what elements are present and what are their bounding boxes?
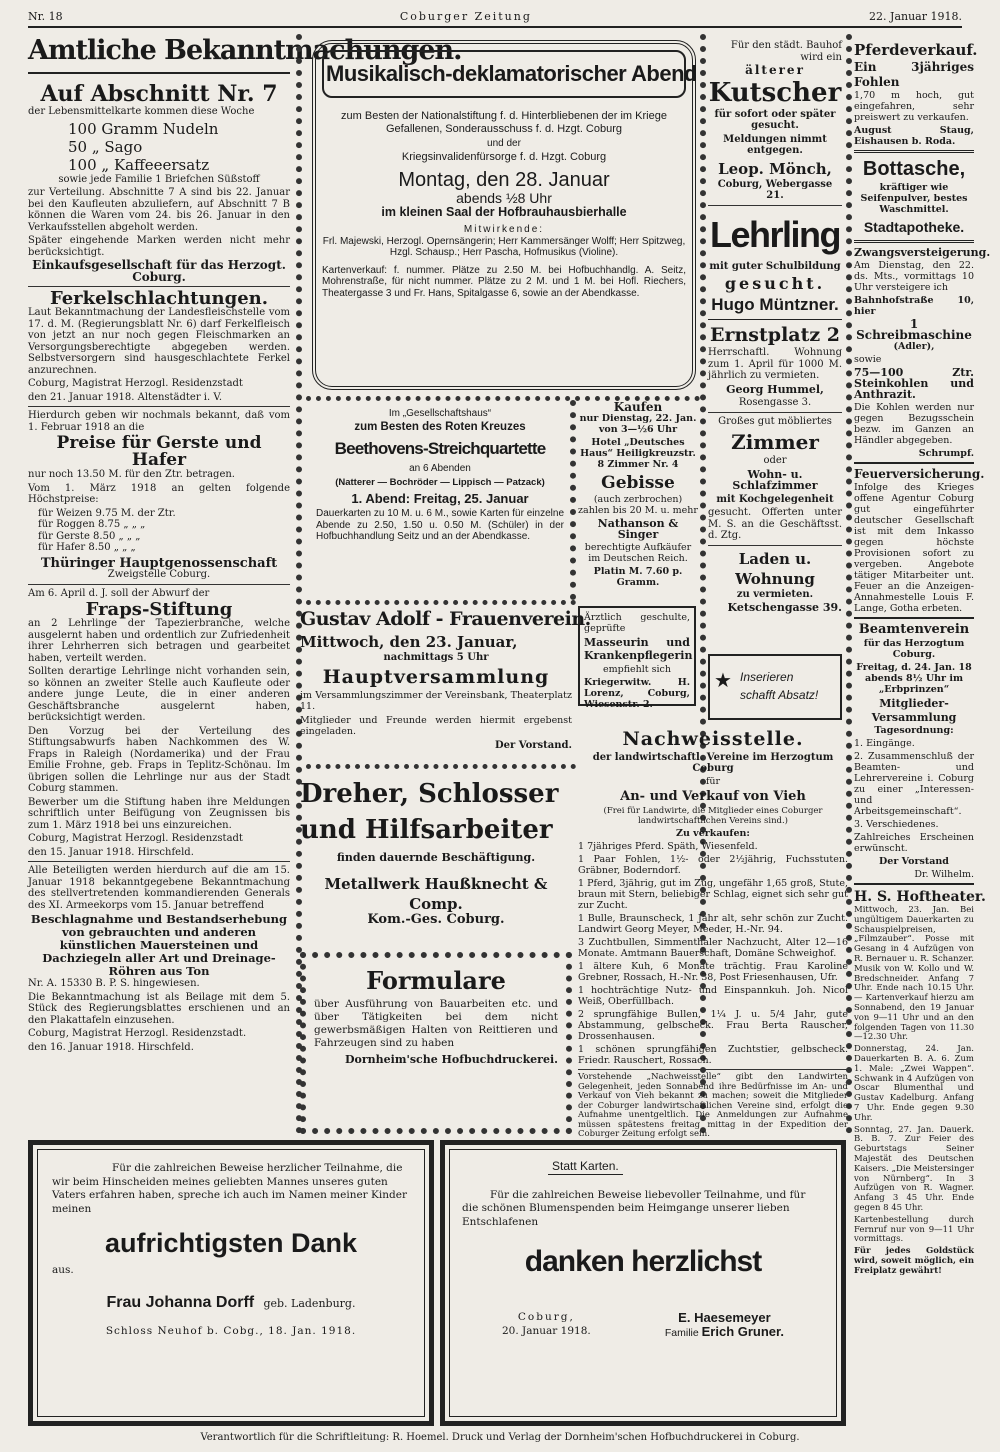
beethoven-tickets: Dauerkarten zu 10 M. u. 6 M., sowie Karten für einzelne Abende zu 2.50, 1.50 u. 0.50 M. (Schüler) in der Hofbuchhandlung Seitz und an der Abendkasse. [316,508,564,542]
notice-food-line: sowie jede Familie 1 Briefchen Süßstoff [58,173,260,185]
livestock-line2: für [705,776,721,787]
apprentice-line2: mit guter Schulbildung [709,260,841,272]
coachman-line4: für sofort oder später gesucht. [714,108,836,131]
nurse-line3: empfiehlt sich [602,664,672,675]
dorff-line3: aus. [52,1264,74,1276]
livestock-item: 1 Bulle, Braunscheck, 1 Jahr alt, sehr schön zur Zucht. Landwirt Georg Meyer, Meeder, H.-Nr. 94. [578,913,848,935]
auction-line3: Bahnhofstraße 10, hier [854,295,974,317]
notice-fraps-text2: Sollten derartige Lehrlinge nicht vorhanden sein, so können an zweiter Stelle auch Kaufleute oder andere junge Leute, die in einer anderen Geschäftsbranche ausgelernt haben, berücksichtigt werden. [28,666,290,723]
notice-grain-prices [28,508,290,554]
notice-fraps-text4: Bewerber um die Stiftung haben ihre Meldungen schriftlich unter Beifügung von Zeugnissen bis zum 1. März 1918 bei uns einzureichen. [28,796,290,831]
livestock-list [578,841,848,1066]
notice-fraps-sign2: den 15. Januar 1918. Hirschfeld. [28,846,194,858]
apartment-text: Herrschaftl. Wohnung zum 1. April für 1000 M. jährlich zu vermieten. [708,347,842,381]
civil-servants-sign: Der Vorstand [879,856,949,867]
buy-line4: Nathanson & Singer [597,517,679,541]
concert-ad [312,40,696,390]
theatre-text2: Donnerstag, 24. Jan. Dauerkarten B. A. 6. Zum 1. Male: „Zwei Wappen“. Schwank in 4 Aufzügen von Oscar Blumenthal und Gustav Kadelburg. Anfang 7 Uhr. Ende gegen 9.30 Uhr. [854,1044,974,1123]
civil-servants-line2: für das Herzogtum Coburg. [863,638,965,660]
apprentice-heading: Lehrling [710,213,840,255]
potash-ad [854,156,974,237]
livestock-line5: Zu verkaufen: [676,828,750,839]
page-header [28,10,962,28]
notice-fraps-text: an 2 Lehrlinge der Tapezierbranche, welche ausgelernt haben und ordentlich zur Zufriedenheit ihrer Lehrherren sich betragen und gearbeitet haben, verteilt werden. [28,618,290,664]
auction-heading: Zwangsversteigerung. [854,246,991,259]
thanks-notice-haesemeyer [440,1140,846,1426]
auction-line5: (Adler), [893,341,935,352]
apartment-name: Georg Hummel, [726,382,824,396]
classifieds-column [708,40,842,720]
food-row: 100 „ Kaffeeersatz [68,155,210,174]
room-wanted-ad [708,416,842,542]
haesemeyer-place: Coburg, [517,1311,575,1323]
concert-date: Montag, den 28. Januar [398,169,610,191]
beethoven-title: Beethovens-Streichquartette [334,439,546,458]
notice-bricks-sign1: Coburg, Magistrat Herzogl. Residenzstadt. [28,1028,247,1039]
beethoven-line2: zum Besten des Roten Kreuzes [354,420,526,433]
shop-heading: Laden u. Wohnung [735,549,815,588]
dorff-place: Schloss Neuhof b. Cobg., 18. Jan. 1918. [105,1325,357,1337]
haesemeyer-date: 20. Januar 1918. [502,1324,591,1337]
workers-wanted-ad [300,776,572,946]
agenda-item: 2. Zusammenschluß der Beamten- und Lehrervereine i. Coburg zu einer „Interessen- und Arbeitsgemeinschaft“. [854,751,974,817]
issue-number: Nr. 18 [28,10,63,23]
notice-bricks-sign2: den 16. Januar 1918. Hirschfeld. [28,1041,194,1053]
forms-text: über Ausführung von Bauarbeiten etc. und über Tätigkeiten bei dem nicht gewerbsmäßigen Halten von Reittieren und Fahrzeugen sind zu haben [314,998,558,1049]
dorff-line1: Für die zahlreichen Beweise herzlicher Teilnahme, die wir beim Hinscheiden meines geliebten Mannes unseres guten Vaters erfahren haben, spreche ich auch im Namen meiner Kinder meinen [52,1162,407,1215]
room-line5: mit Kochgelegenheit [716,493,834,505]
theatre-text5: Für jedes Goldstück wird, soweit möglich, ein Freiplatz gewährt! [854,1246,974,1276]
buy-teeth-ad [578,402,698,598]
concert-title: Musikalisch-deklamatorischer Abend [322,50,686,98]
food-row: 100 Gramm Nudeln [68,119,219,138]
livestock-line4: (Frei für Landwirte, die Mitglieder eines Coburger landwirtschaftlichen Vereins sind.) [603,806,823,826]
agenda-item: 3. Verschiedenes. [854,819,939,830]
concert-performers-label: Mitwirkende: [463,224,545,235]
livestock-line1: der landwirtschaftl. Vereine im Herzogtum Coburg [592,752,834,774]
apartment-heading: Ernstplatz 2 [710,324,840,346]
workers-line2: und Hilfsarbeiter [300,815,553,845]
buy-line1: nur Dienstag, 22. Jan. von 3—½6 Uhr [579,413,697,435]
dorff-name: Frau Johanna Dorff [106,1293,255,1311]
auction-line4: 1 Schreibmaschine [856,317,972,342]
insurance-text: Infolge des Krieges offene Agentur Coburg gut eingeführter deutscher Gesellschaft ist mit dem Inkasso gegen höchste Provisionen sofort zu vergeben. Angebote tätiger Mitarbeiter unt. Feuer an die Anzeigen-Annahmestelle Louis F. Lange, Gotha erbeten. [854,482,974,614]
civil-servants-sign2: Dr. Wilhelm. [914,869,974,880]
notice-fraps-text3: Den Vorzug bei der Verteilung des Stiftungsabwurfs haben Nachkommen des W. Fraps in Raleigh (Nordamerika) und der Frau Emilie Frohne, geb. Fraps in Teplitz-Schönau. Im übrigen sollen die Lehrlinge nur aus der Stadt Coburg stammen. [28,725,290,794]
room-line1: Großes gut möbliertes [718,415,832,427]
concert-line2: und der [487,138,521,149]
beethoven-line1: Im „Gesellschaftshaus“ [388,408,492,419]
buy-heading2: Gebisse [601,473,675,493]
coachman-address: Coburg, Webergasse 21. [717,178,833,201]
advertise-box [708,654,842,720]
civil-servants-line3: Freitag, d. 24. Jan. 18 abends 8½ Uhr im „Erbprinzen“ [856,662,972,695]
buy-heading: Kaufen [613,400,663,414]
notice-grain-line2: Vom 1. März 1918 an gelten folgende Höchstpreise: [28,482,290,505]
haesemeyer-family-label: Familie [664,1326,699,1339]
notice-grain-line: nur noch 13.50 M. für den Ztr. betragen. [28,469,235,480]
room-line6: gesucht. Offerten unter M. S. an die Geschäftsst. d. Ztg. [708,507,842,541]
horse-sign: August Staug, Eishausen b. Roda. [854,125,974,147]
issue-date: 22. Januar 1918. [869,10,962,23]
livestock-item: 1 Pferd, 3jährig, gut im Zug, ungefähr 1,65 groß, Stute, braun mit Stern, beliebiger Schlag, eignet sich sehr gut zur Zucht. [578,878,848,911]
dorff-nee: geb. Ladenburg. [263,1296,356,1310]
coachman-line5: Meldungen nimmt entgegen. [723,133,827,156]
livestock-item: 1 hochträchtige Nutz- und Einspannkuh. Joh. Nicol Weiß, Oberfüllbach. [578,985,848,1007]
room-heading: Zimmer [731,430,819,454]
nurse-line4: Kriegerwitw. H. Lorenz, Coburg, Wiesenstr. 2. [584,677,690,710]
livestock-item: 1 schönen sprungfähigen Zuchtstier, gelbscheck. Friedr. Rauschert, Rossach. [578,1044,848,1066]
workers-sign1: Metallwerk Haußknecht & Comp. [324,874,548,913]
notice-bricks-text2: Nr. A. 15330 B. P. S. hingewiesen. [28,978,200,989]
auction-line7: 75—100 Ztr. Steinkohlen und Anthrazit. [854,366,974,401]
haesemeyer-family [665,1325,784,1341]
notice-grain-heading: Preise für Gerste und Hafer [56,433,262,470]
livestock-item: 2 sprungfähige Bullen, 1¼ J. u. 5/4 Jahr, gute Abstammung, gelbscheck. Frau Berta Rauscher, Drossenhausen. [578,1009,848,1042]
price-row: für Weizen 9.75 M. der Ztr. [38,507,176,519]
forms-sign: Dornheim'sche Hofbuchdruckerei. [344,1053,558,1066]
room-line4: Wohn- u. Schlafzimmer [732,467,818,492]
room-line3: oder [763,455,787,466]
womens-association-title: Gustav Adolf - Frauenverein. [300,608,591,630]
womens-association-line2: Mitglieder und Freunde werden hiermit ergebenst eingeladen. [300,714,572,737]
notice-piglet-sign2: den 21. Januar 1918. Altenstädter i. V. [28,391,223,403]
coachman-name: Leop. Mönch, [718,159,832,178]
official-notices-title: Amtliche Bekanntmachungen. [28,34,290,74]
civil-servants-agenda-label: Tagesordnung: [874,725,954,736]
womens-association-time: nachmittags 5 Uhr [383,652,489,663]
auction-sign: Schrumpf. [918,448,974,459]
theatre-ad [854,888,986,1276]
thanks-notice-dorff [28,1140,434,1426]
horse-line3: 1,70 m hoch, gut eingefahren, sehr preiswert zu verkaufen. [854,90,974,123]
dorff-signature [52,1293,410,1312]
theatre-text3: Sonntag, 27. Jan. Dauerk. B. B. 7. Zur Feier des Geburtstags Seiner Majestät des Deutschen Kaisers. „Die Meistersinger von Nürnberg“. In 3 Aufzügen von R. Wagner. Anfang 3 45 Uhr. Ende gegen 8 45 Uhr. [854,1124,974,1213]
notice-food-text: zur Verteilung. Abschnitte 7 A sind bis 22. Januar bei den Kaufleuten abzuliefern, auf Abschnitt 7 B können die Waren vom 24. bis 26. Januar in den Verkaufsstellen abgeholt werden. [28,187,290,233]
potash-line2: kräftiger wie Seifenpulver, bestes Waschmittel. [860,182,968,215]
concert-performers: Frl. Majewski, Herzogl. Opernsängerin; Herr Kammersänger Wolff; Herr Spitzweg, Hzgl. Schausp.; Herr Pascha, Hofmusikus (Violine). [322,235,686,258]
potash-sign: Stadtapotheke. [863,219,965,235]
buy-line3: (auch zerbrochen) zahlen bis 20 M. u. mehr [578,494,698,516]
workers-line1: Dreher, Schlosser [300,779,559,809]
nurse-line2: Masseurin und Krankenpflegerin [584,636,693,662]
livestock-exchange [578,726,848,1139]
nurse-line1: Ärztlich geschulte, geprüfte [584,612,690,634]
theatre-heading: H. S. Hoftheater. [854,889,986,905]
civil-servants-ad [854,622,974,880]
haesemeyer-family-name: Erich Gruner. [701,1323,784,1339]
horse-heading: Pferdeverkauf. [854,41,978,59]
womens-association-ad [300,606,591,756]
auction-line2: Am Dienstag, den 22. ds. Mts., vormittags 10 Uhr versteigere ich [854,260,974,293]
auction-ad [854,246,991,459]
beethoven-ad [312,404,568,594]
womens-association-line1: im Versammlungszimmer der Vereinsbank, Theaterplatz 11. [300,689,572,712]
notice-grain-sign1: Thüringer Hauptgenossenschaft [40,555,278,571]
coachman-heading: Kutscher [708,77,842,108]
dorff-heading: aufrichtigsten Dank [104,1228,358,1258]
livestock-line3: An- und Verkauf von Vieh [620,789,806,804]
notice-fraps-heading: Fraps-Stiftung [85,599,233,620]
notice-fraps-sign1: Coburg, Magistrat Herzogl. Residenzstadt [28,833,243,844]
workers-line3: finden dauernde Beschäftigung. [336,851,536,864]
food-row: 50 „ Sago [68,137,143,156]
concert-place: im kleinen Saal der Hofbrauhausbierhalle [381,204,627,219]
haesemeyer-name: E. Haesemeyer [678,1310,771,1325]
notice-piglet-sign1: Coburg, Magistrat Herzogl. Residenzstadt [28,378,243,389]
notice-food-rows [28,120,290,174]
price-row: für Roggen 8.75 „ „ „ [38,519,146,530]
livestock-note: Vorstehende „Nachweisstelle“ gibt den Landwirten Gelegenheit, jeden Sonnabend ihre Bedürfnisse im An- und Verkauf von Vieh bekannt zu machen; soweit die Mitglieder der Coburger landwirtschaftlichen Vereine sind, erfolgt die Aufnahme unentgeltlich. Die Anmeldungen zur Aufnahme müssen spätestens freitag mittag in der Expedition der Coburger Zeitung erfolgt sein. [578,1072,848,1139]
civil-servants-meeting: Mitglieder-Versammlung [871,697,957,724]
insurance-heading: Feuerversicherung. [854,467,985,481]
livestock-item: 1 7jähriges Pferd. Späth, Wiesenfeld. [578,841,758,852]
notice-bricks-text: Alle Beteiligten werden hierdurch auf die am 15. Januar 1918 bekanntgegebene Bekanntmachung des stellvertretenden kommandierenden Generals des XI. Armeekorps vom 15. Januar betreffend [28,865,290,911]
theatre-text4: Kartenbestellung durch Fernruf nur von 9—11 Uhr vormittags. [854,1214,974,1245]
auction-line8: Die Kohlen werden nur gegen Bezugsschein bezw. im Ganzen an Händler abgegeben. [854,402,974,446]
apartment-ad [708,320,842,409]
livestock-item: 1 Paar Fohlen, 1½- oder 2½jährig, Fuchsstuten. Gräbner, Boderndorf. [578,854,848,876]
womens-association-heading: Hauptversammlung [322,665,550,688]
notice-food-sub: der Lebensmittelkarte kommen diese Woche [28,106,255,117]
haesemeyer-heading: danken herzlichst [524,1245,762,1278]
livestock-item: 3 Zuchtbullen, Simmenthaler Nachzucht, Alter 12—16 Monate. Amtmann Bauerschaft, Domäne Schweighof. [578,937,848,959]
buy-line2: Hotel „Deutsches Haus“ Heiligkreuzstr. 8 Zimmer Nr. 4 [580,437,696,470]
agenda-item: 1. Eingänge. [854,738,915,749]
right-column [854,40,991,1276]
advertise-line1: Inserieren [740,670,794,684]
nurse-ad [578,606,696,710]
civil-servants-heading: Beamtenverein [858,622,970,637]
shop-ad [708,549,842,614]
haesemeyer-header: Statt Karten. [548,1160,623,1175]
womens-association-sign: Der Vorstand. [494,739,572,751]
notice-bricks-heading: Beschlagnahme und Bestandserhebung von gebrauchten und anderen künstlichen Mauersteinen und Dachziegeln aller Art und Dreinage-Röhren aus Ton [30,912,288,978]
insurance-ad [854,467,985,614]
auction-line6: sowie [854,354,882,365]
beethoven-performers: (Natterer — Bochröder — Lippisch — Patzack) [335,476,545,488]
apartment-address: Rosengasse 3. [738,397,812,408]
shop-line2: zu vermieten. [736,588,814,600]
livestock-title: Nachweisstelle. [622,728,804,750]
notice-grain-sign2: Zweigstelle Coburg. [107,569,211,580]
concert-line3: Kriegsinvalidenfürsorge f. d. Hzgt. Coburg [401,150,607,163]
notice-bricks-text3: Die Bekanntmachung ist als Beilage mit dem 5. Stück des Regierungsblattes erschienen und an den Plakattafeln einzusehen. [28,991,290,1026]
workers-sign2: Kom.-Ges. Coburg. [367,911,505,927]
buy-line5: berechtigte Aufkäufer im Deutschen Reich. [584,542,692,564]
notice-piglet-text: Laut Bekanntmachung der Landesfleischstelle vom 17. d. M. (Regierungsblatt Nr. 6) darf Ferkelfleisch von jetzt an nur noch gegen Fleischmarken an Versorgungsberechtigte abgegeben werden. Selbstversorgern sind hausgeschlachtete Ferkel anzurechnen. [28,307,290,376]
notice-grain-text: Hierdurch geben wir nochmals bekannt, daß vom 1. Februar 1918 an die [28,410,290,433]
coachman-line1: Für den städt. Bauhof wird ein [730,40,842,63]
civil-servants-line7: Zahlreiches Erscheinen erwünscht. [854,832,974,854]
star-icon: ★ [714,670,732,692]
apprentice-name: Hugo Müntzner. [711,295,839,314]
potash-heading: Bottasche, [862,158,966,180]
notice-food-heading: Auf Abschnitt Nr. 7 [40,81,278,107]
forms-title: Formulare [366,966,506,995]
theatre-text1: Mittwoch, 23. Jan. Bei ungültigem Dauerkarten zu Schauspielpreisen, „Filmzauber“. Posse mit Gesang in 4 Aufzügen von R. Bernauer u. R. Schanzer. Musik von W. Kollo und W. Bredschneider. Anfang 7 Uhr. Ende nach 10.15 Uhr. — Kartenverkauf hierzu am Sonnabend, den 19 Januar von 9—11 Uhr und an den folgenden Tagen von 11.30—12.30 Uhr. [854,905,974,1043]
concert-line1: zum Besten der Nationalstiftung f. d. Hinterbliebenen der im Kriege Gefallenen, Sonderausschuss f. d. Hzgt. Coburg [341,110,667,135]
price-row: für Hafer 8.50 „ „ „ [38,542,136,553]
womens-association-date: Mittwoch, den 23. Januar, [300,633,518,651]
notice-piglet-heading: Ferkelschlachtungen. [49,288,269,309]
notice-food-text2: Später eingehende Marken werden nicht mehr berücksichtigt. [28,235,290,258]
coachman-line2: älterer [745,63,805,77]
concert-tickets: Kartenverkauf: f. nummer. Plätze zu 2.50 M. bei Hofbuchhandlg. A. Seitz, Mohrenstraße, für nicht nummer. Plätze zu 2 M. und 1 M. bei Hofl. Riechers, Theatergasse 3 und Fr. Hans, Spitalgasse 6, sowie an der Abendkasse. [322,264,686,299]
horse-ad [854,40,978,147]
concert-time: abends ½8 Uhr [456,190,552,206]
beethoven-line3: an 6 Abenden [409,463,471,474]
shop-line3: Ketschengasse 39. [727,601,842,614]
notice-fraps-line: Am 6. April d. J. soll der Abwurf der [28,587,210,599]
advertise-line2: schafft Absatz! [740,688,819,702]
apprentice-ad [708,209,842,321]
forms-ad [300,952,572,1134]
beethoven-date: 1. Abend: Freitag, 25. Januar [351,491,529,506]
notice-food-sign: Einkaufsgesellschaft für das Herzogt. Coburg. [32,258,286,284]
paper-name: Coburger Zeitung [399,10,532,23]
haesemeyer-line1: Für die zahlreichen Beweise liebevoller Teilnahme, und für die schönen Blumenspenden beim Heimgange unserer lieben Entschlafenen [462,1188,806,1228]
horse-line2: Ein 3jähriges Fohlen [854,60,974,89]
coachman-ad [708,40,842,202]
price-row: für Gerste 8.50 „ „ „ [38,530,141,542]
page-footer: Verantwortlich für die Schriftleitung: R. Hoemel. Druck und Verlag der Dornheim'schen Hofbuchdruckerei in Coburg. [200,1432,800,1443]
apprentice-line3: gesucht. [724,274,826,293]
livestock-item: 1 ältere Kuh, 6 Monate trächtig. Frau Karoline Grebner, Rossach, H.-Nr. 38, Post Friesenhausen, Ufr. [578,961,848,983]
buy-line6: Platin M. 7.60 p. Gramm. [593,566,683,588]
